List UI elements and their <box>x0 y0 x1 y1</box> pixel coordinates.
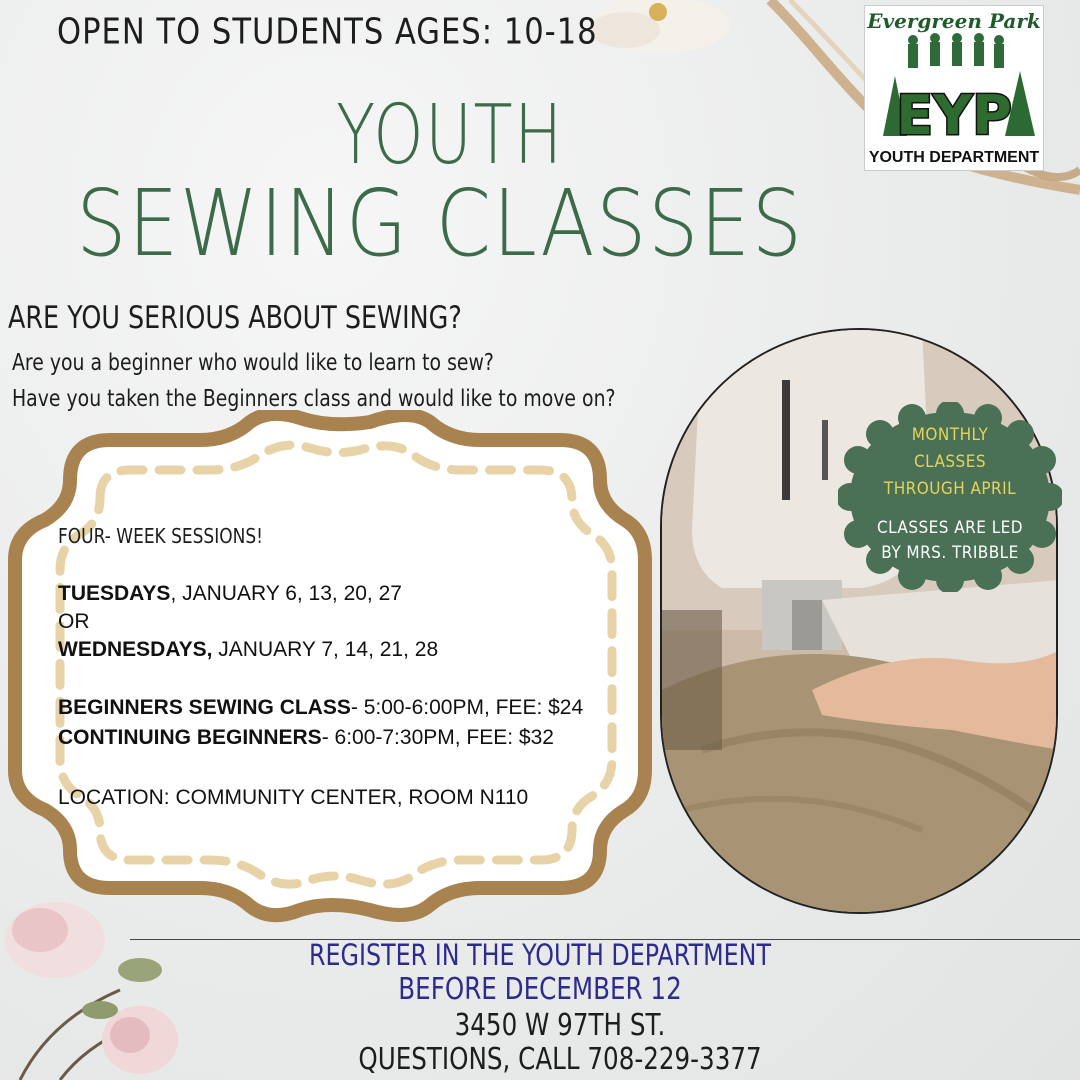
phone-text: QUESTIONS, CALL 708-229-3377 <box>358 1042 762 1077</box>
evergreen-park-logo <box>864 5 1044 171</box>
title-line-2: SEWING CLASSES <box>76 170 804 277</box>
title-line-1: YOUTH <box>336 88 564 183</box>
logo-bottom-text: YOUTH DEPARTMENT <box>868 149 1040 166</box>
class1-label: BEGINNERS SEWING CLASS <box>58 696 351 719</box>
location-text: LOCATION: COMMUNITY CENTER, ROOM N110 <box>58 786 529 809</box>
tuesdays-label: TUESDAYS <box>58 582 171 605</box>
question-line-1: Are you a beginner who would like to learn to sew? <box>12 350 494 376</box>
question-line-2: Have you taken the Beginners class and would like to move on? <box>12 386 616 412</box>
or-text: OR <box>58 610 90 633</box>
wednesdays-label: WEDNESDAYS, <box>58 638 213 661</box>
class1-info: - 5:00-6:00PM, FEE: $24 <box>350 696 584 719</box>
badge-instructor-text <box>849 516 1051 566</box>
class2-info: - 6:00-7:30PM, FEE: $32 <box>321 726 554 749</box>
class1-line <box>58 696 583 720</box>
badge-line-3: THROUGH APRIL <box>883 479 1017 499</box>
badge-line-1: MONTHLY <box>911 425 989 445</box>
eligibility-text: OPEN TO STUDENTS AGES: 10-18 <box>57 11 598 53</box>
tuesdays-dates: , JANUARY 6, 13, 20, 27 <box>170 582 402 605</box>
class2-line <box>58 726 554 750</box>
logo-letters: EYP <box>896 84 1012 147</box>
wednesdays-dates: JANUARY 7, 14, 21, 28 <box>212 638 439 661</box>
label-frame <box>0 410 660 930</box>
wednesdays-line <box>58 638 438 662</box>
badge-line-5: BY MRS. TRIBBLE <box>881 543 1019 563</box>
badge-monthly-text <box>849 422 1051 503</box>
badge-line-2: CLASSES <box>914 452 986 472</box>
badge-line-4: CLASSES ARE LED <box>876 518 1024 538</box>
class2-label: CONTINUING BEGINNERS <box>58 726 322 749</box>
questions-heading: ARE YOU SERIOUS ABOUT SEWING? <box>8 300 462 336</box>
logo-top-text: Evergreen Park <box>867 9 1041 33</box>
address-text: 3450 W 97TH ST. <box>454 1008 666 1043</box>
tuesdays-line <box>58 582 402 606</box>
sessions-label: FOUR- WEEK SESSIONS! <box>58 524 263 548</box>
register-line-2: BEFORE DECEMBER 12 <box>398 972 682 1007</box>
register-line-1: REGISTER IN THE YOUTH DEPARTMENT <box>309 938 771 972</box>
